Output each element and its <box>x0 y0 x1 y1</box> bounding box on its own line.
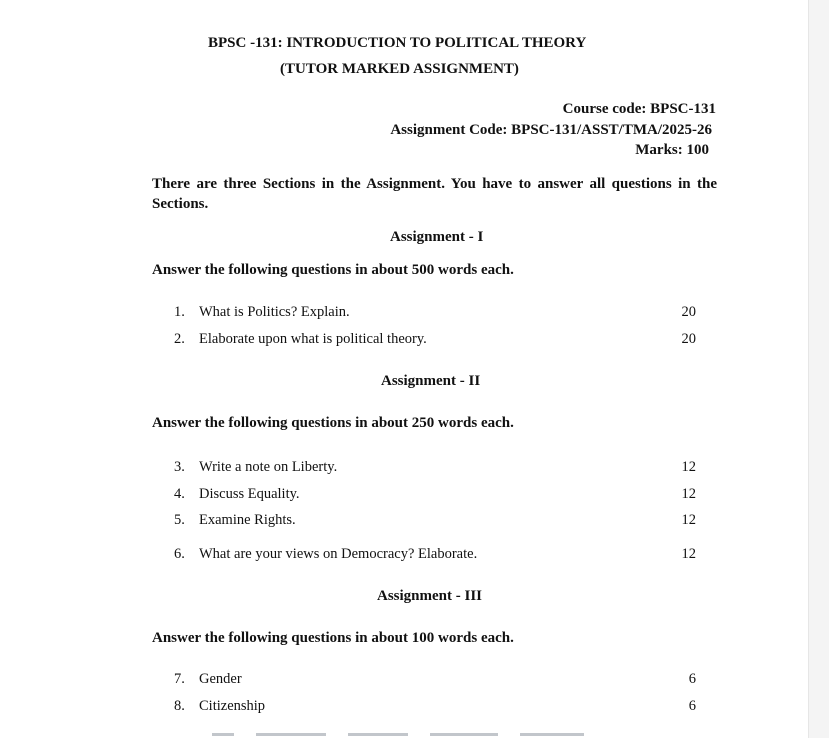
question-text: Elaborate upon what is political theory. <box>199 331 427 347</box>
question-text: What are your views on Democracy? Elaborate. <box>199 546 478 562</box>
question-number: 2. <box>174 331 185 347</box>
page-edge <box>808 0 829 738</box>
question-number: 6. <box>174 546 185 562</box>
assignment-code: Assignment Code: BPSC-131/ASST/TMA/2025-26 <box>390 122 712 138</box>
question-text: Gender <box>199 671 242 687</box>
section-instruction: Answer the following questions in about 250 words each. <box>152 415 514 431</box>
question-text: Discuss Equality. <box>199 486 300 502</box>
question-text: What is Politics? Explain. <box>199 304 350 320</box>
question-number: 1. <box>174 304 185 320</box>
question-text: Citizenship <box>199 698 266 714</box>
course-code: Course code: BPSC-131 <box>562 101 716 117</box>
question-number: 4. <box>174 486 185 502</box>
question-marks: 12 <box>681 512 696 528</box>
section-instruction: Answer the following questions in about 500 words each. <box>152 262 514 278</box>
document-title: BPSC -131: INTRODUCTION TO POLITICAL THEORY <box>208 35 587 51</box>
intro-paragraph: There are three Sections in the Assignment. You have to answer all questions in the Sections. <box>152 176 717 212</box>
question-marks: 20 <box>681 304 696 320</box>
question-text: Examine Rights. <box>199 512 296 528</box>
section-instruction: Answer the following questions in about 100 words each. <box>152 630 514 646</box>
question-number: 3. <box>174 459 185 475</box>
question-marks: 6 <box>688 698 696 714</box>
question-marks: 12 <box>681 459 696 475</box>
document-subtitle: (TUTOR MARKED ASSIGNMENT) <box>280 61 519 77</box>
cut-off-text-line <box>212 733 650 738</box>
question-number: 8. <box>174 698 185 714</box>
question-marks: 20 <box>681 331 696 347</box>
total-marks: Marks: 100 <box>635 142 709 158</box>
question-number: 5. <box>174 512 185 528</box>
section-title: Assignment - III <box>377 588 483 604</box>
question-marks: 12 <box>681 486 696 502</box>
question-marks: 12 <box>681 546 696 562</box>
section-title: Assignment - II <box>381 373 481 389</box>
section-title: Assignment - I <box>390 229 484 245</box>
question-marks: 6 <box>688 671 696 687</box>
question-number: 7. <box>174 671 185 687</box>
question-text: Write a note on Liberty. <box>199 459 338 475</box>
